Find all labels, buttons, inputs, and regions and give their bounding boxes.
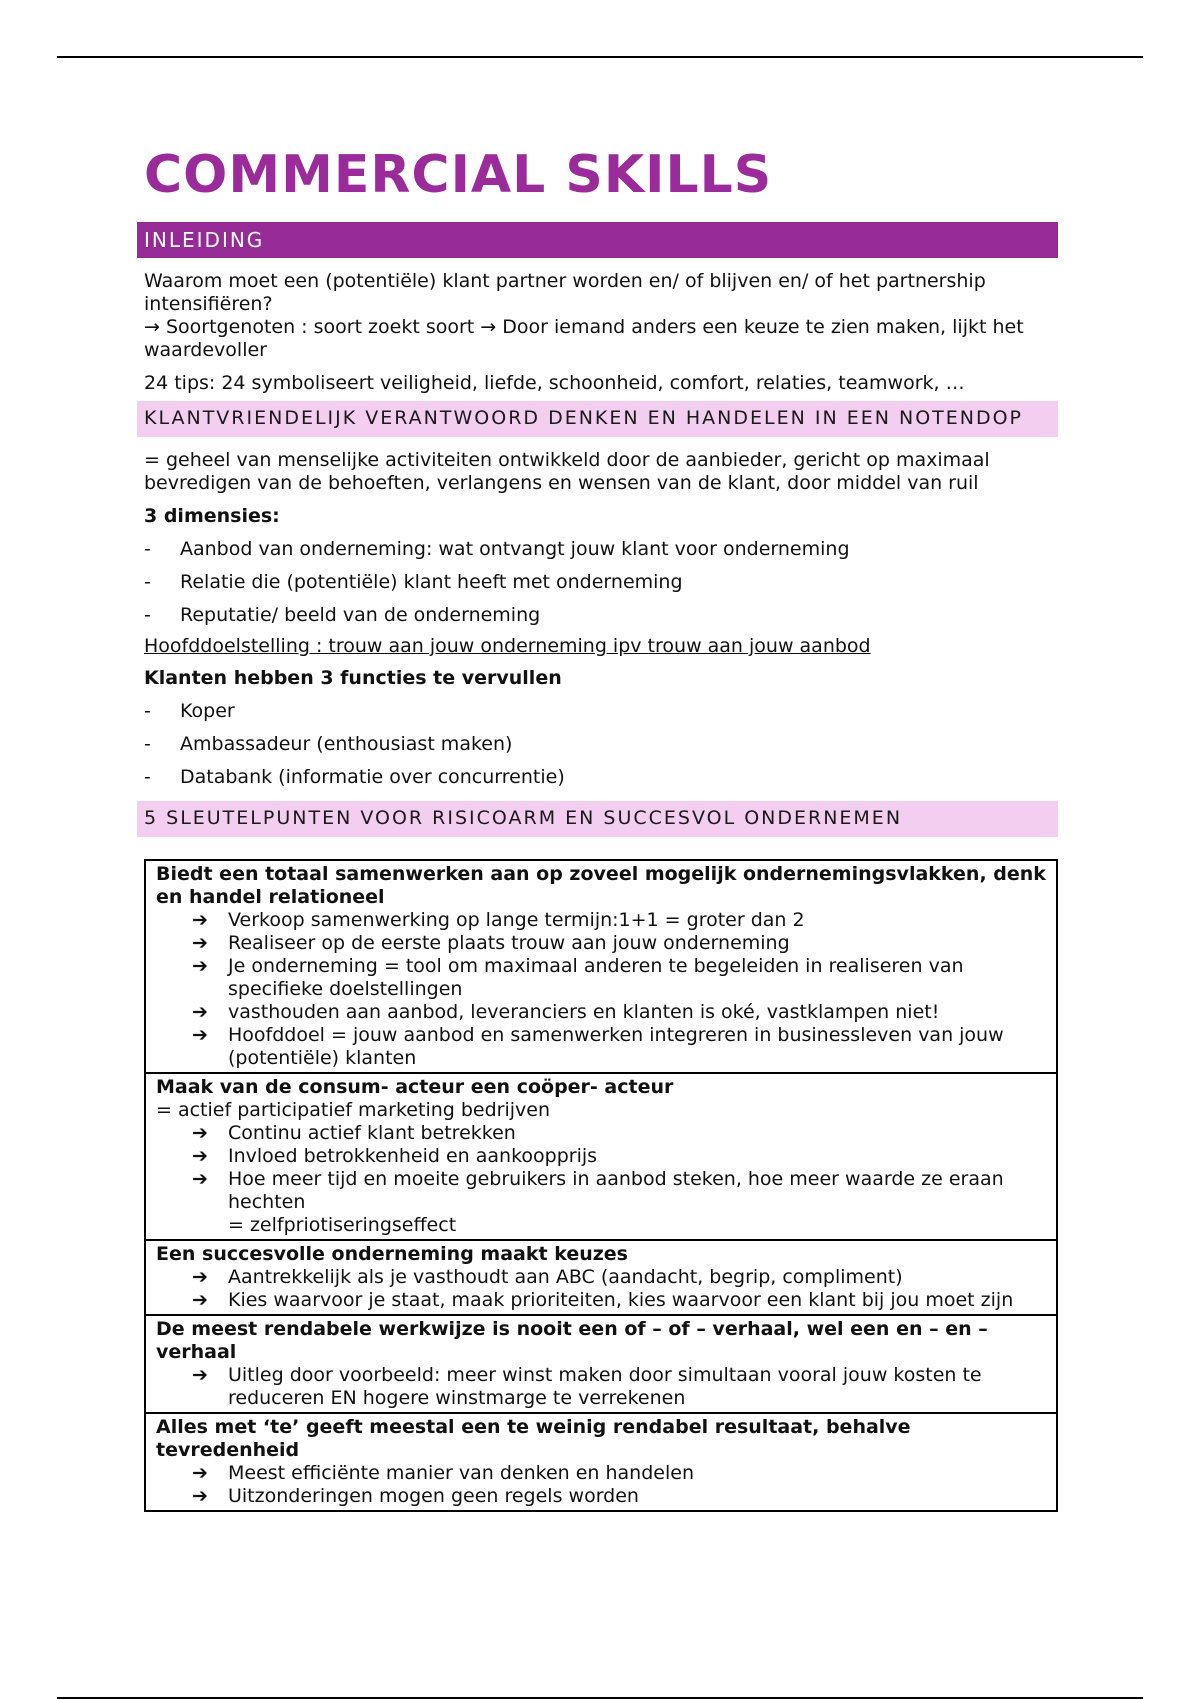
functions-list bbox=[144, 700, 1058, 789]
list-item: ➔ vasthouden aan aanbod, leveranciers en klanten is oké, vastklampen niet! bbox=[192, 1001, 940, 1023]
inleiding-tips: 24 tips: 24 symboliseert veiligheid, liefde, schoonheid, comfort, relaties, teamwork, … bbox=[144, 372, 965, 394]
arrow-icon: ➔ bbox=[192, 1462, 208, 1484]
list-item: - Ambassadeur (enthousiast maken) bbox=[144, 733, 1058, 756]
list-item: - Reputatie/ beeld van de onderneming bbox=[144, 604, 1058, 627]
inleiding-question: Waarom moet een (potentiële) klant partner worden en/ of blijven en/ of het partnership intensifiëren? bbox=[144, 270, 986, 315]
key-point-list bbox=[156, 909, 1048, 1070]
list-item: - Databank (informatie over concurrentie) bbox=[144, 766, 1058, 789]
key-point-list bbox=[156, 1364, 1048, 1410]
list-item: ➔ Hoofddoel = jouw aanbod en samenwerken integreren in businessleven van jouw (potentiële) klanten bbox=[192, 1024, 1004, 1069]
key-point-title: De meest rendabele werkwijze is nooit een of – of – verhaal, wel een en – en – verhaal bbox=[156, 1318, 988, 1363]
list-item: ➔ Uitzonderingen mogen geen regels worden bbox=[192, 1485, 639, 1507]
key-point-cell bbox=[146, 1241, 1056, 1316]
list-item: ➔ Verkoop samenwerking op lange termijn:1+1 = groter dan 2 bbox=[192, 909, 805, 931]
key-points-table bbox=[144, 859, 1058, 1512]
list-item: ➔ Invloed betrokkenheid en aankoopprijs bbox=[192, 1145, 598, 1167]
arrow-icon: ➔ bbox=[192, 932, 208, 954]
arrow-icon: ➔ bbox=[192, 955, 208, 977]
heading-inleiding: INLEIDING bbox=[137, 222, 1058, 258]
header-rule bbox=[57, 56, 1143, 58]
key-point-title: Biedt een totaal samenwerken aan op zoveel mogelijk ondernemingsvlakken, denk en handel relationeel bbox=[156, 863, 1046, 908]
arrow-icon: ➔ bbox=[192, 1024, 208, 1046]
arrow-icon: ➔ bbox=[192, 1266, 208, 1288]
item-extra: = zelfpriotiseringseffect bbox=[228, 1214, 457, 1236]
list-item: ➔ Uitleg door voorbeeld: meer winst maken door simultaan vooral jouw kosten te reduceren EN hogere winstmarge te verrekenen bbox=[192, 1364, 982, 1409]
arrow-icon: ➔ bbox=[192, 909, 208, 931]
document-body bbox=[144, 140, 1058, 1512]
list-item: ➔ Je onderneming = tool om maximaal anderen te begeleiden in realiseren van specifieke doelstellingen bbox=[192, 955, 964, 1000]
inleiding-body bbox=[144, 270, 1058, 395]
arrow-icon: ➔ bbox=[192, 1485, 208, 1507]
list-item: - Aanbod van onderneming: wat ontvangt jouw klant voor onderneming bbox=[144, 538, 1058, 561]
arrow-icon: ➔ bbox=[192, 1145, 208, 1167]
dimensions-title: 3 dimensies: bbox=[144, 505, 280, 527]
arrow-icon: ➔ bbox=[192, 1364, 208, 1386]
heading-sleutelpunten: 5 SLEUTELPUNTEN VOOR RISICOARM EN SUCCESVOL ONDERNEMEN bbox=[137, 801, 1058, 837]
key-point-cell bbox=[146, 1074, 1056, 1241]
key-point-list bbox=[156, 1122, 1048, 1237]
key-point-cell bbox=[146, 1414, 1056, 1510]
list-item: ➔ Aantrekkelijk als je vasthoudt aan ABC (aandacht, begrip, compliment) bbox=[192, 1266, 903, 1288]
key-point-list bbox=[156, 1462, 1048, 1508]
heading-klantvriendelijk: KLANTVRIENDELIJK VERANTWOORD DENKEN EN HANDELEN IN EEN NOTENDOP bbox=[137, 401, 1058, 437]
key-point-cell bbox=[146, 861, 1056, 1074]
document-title: COMMERCIAL SKILLS bbox=[144, 145, 773, 205]
list-item: ➔ Continu actief klant betrekken bbox=[192, 1122, 516, 1144]
key-point-cell bbox=[146, 1316, 1056, 1414]
main-goal: Hoofddoelstelling : trouw aan jouw onderneming ipv trouw aan jouw aanbod bbox=[144, 635, 871, 657]
arrow-icon: ➔ bbox=[192, 1168, 208, 1190]
key-point-title: Maak van de consum- acteur een coöper- acteur bbox=[156, 1076, 674, 1098]
list-item: ➔ Meest efficiënte manier van denken en handelen bbox=[192, 1462, 694, 1484]
key-point-subtitle: = actief participatief marketing bedrijven bbox=[156, 1099, 551, 1121]
arrow-icon: ➔ bbox=[192, 1001, 208, 1023]
dimensions-list bbox=[144, 538, 1058, 627]
functions-title: Klanten hebben 3 functies te vervullen bbox=[144, 667, 562, 689]
key-point-list bbox=[156, 1266, 1048, 1312]
inleiding-soortgenoten: → Soortgenoten : soort zoekt soort → Door iemand anders een keuze te zien maken, lijkt het waardevoller bbox=[144, 316, 1024, 361]
key-point-title: Alles met ‘te’ geeft meestal een te weinig rendabel resultaat, behalve tevredenheid bbox=[156, 1416, 911, 1461]
arrow-icon: ➔ bbox=[192, 1289, 208, 1311]
klant-definition: = geheel van menselijke activiteiten ontwikkeld door de aanbieder, gericht op maximaal bevredigen van de behoeften, verlangens en wensen van de klant, door middel van ruil bbox=[144, 449, 990, 494]
list-item: ➔ Kies waarvoor je staat, maak prioriteiten, kies waarvoor een klant bij jou moet zijn bbox=[192, 1289, 1014, 1311]
list-item: - Relatie die (potentiële) klant heeft met onderneming bbox=[144, 571, 1058, 594]
list-item: ➔ Hoe meer tijd en moeite gebruikers in aanbod steken, hoe meer waarde ze eraan hechten = zelfpriotiseringseffect bbox=[192, 1168, 1004, 1236]
list-item: - Koper bbox=[144, 700, 1058, 723]
klant-body bbox=[144, 449, 1058, 789]
list-item: ➔ Realiseer op de eerste plaats trouw aan jouw onderneming bbox=[192, 932, 790, 954]
footer-rule bbox=[57, 1697, 1143, 1699]
arrow-icon: ➔ bbox=[192, 1122, 208, 1144]
key-point-title: Een succesvolle onderneming maakt keuzes bbox=[156, 1243, 628, 1265]
